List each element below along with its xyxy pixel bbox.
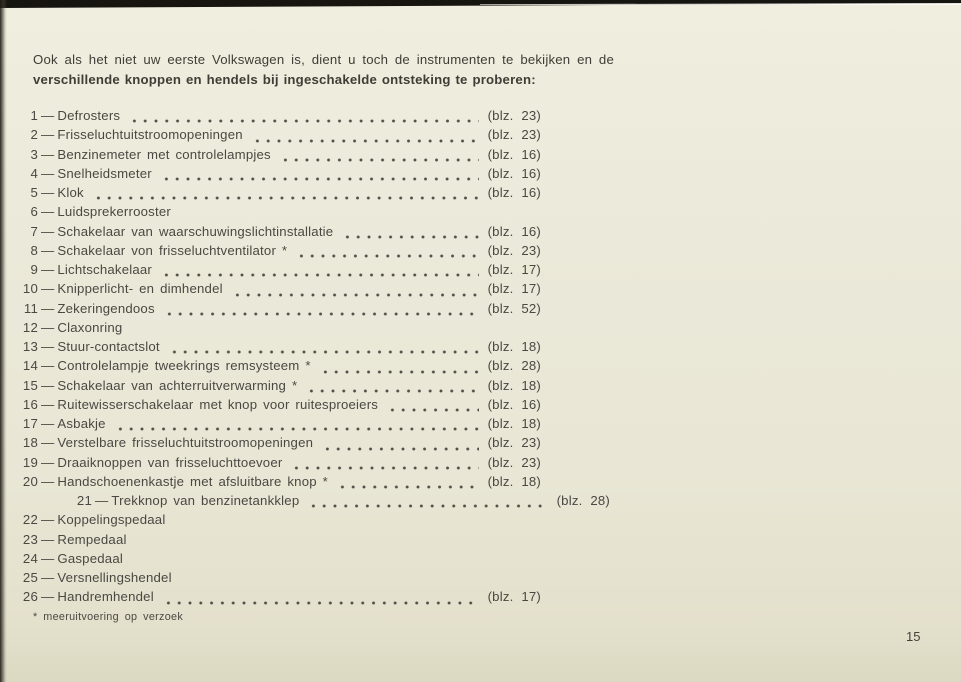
list-item [21,127,541,146]
item-number: 2 [30,127,38,143]
item-number: 19 [22,454,38,470]
item-dash: — [41,589,55,605]
item-label: Zekeringendoos [57,300,155,316]
item-dash: — [41,570,55,585]
page-left-edge [0,0,7,682]
item-number: 9 [30,262,38,277]
list-item [21,224,541,243]
item-number: 11 [23,300,38,316]
item-dash: — [41,531,55,547]
item-label: Handremhendel [57,589,154,605]
item-number: 3 [30,146,38,162]
dot-leader [306,378,478,397]
item-number: 6 [30,204,38,220]
item-label: Benzinemeter met controlelampjes [57,146,271,162]
item-label: Handschoenenkastje met afsluitbare knop * [57,473,328,489]
item-page-ref: (blz. 16) [487,396,541,412]
item-page-ref: (blz. 18) [487,416,541,431]
item-page-ref: (blz. 18) [487,339,541,354]
dot-leader [232,281,479,300]
item-label: Defrosters [57,108,121,123]
dot-leader [280,147,479,166]
page-number: 15 [906,629,921,644]
item-label: Lichtschakelaar [57,262,153,277]
footnote: * meeruitvoering op verzoek [33,611,184,623]
item-number: 18 [22,435,38,451]
item-label: Koppelingspedaal [57,512,166,528]
list-item [21,243,541,262]
item-dash: — [41,377,55,393]
item-number: 5 [30,185,38,200]
instrument-list [21,108,610,609]
item-number: 24 [22,550,38,566]
item-label: Draaiknoppen van frisseluchttoevoer [57,454,283,470]
item-page-ref: (blz. 16) [487,165,541,181]
item-label: Frisseluchtuitstroomopeningen [57,127,243,143]
dot-leader [164,301,479,320]
item-label: Rempedaal [57,531,127,547]
item-dash: — [95,493,109,508]
item-page-ref: (blz. 23) [487,435,541,451]
list-item [21,551,541,570]
item-number: 16 [22,396,38,412]
item-label: Stuur-contactslot [57,339,160,354]
dot-leader [387,397,478,416]
dot-leader [252,127,479,146]
item-dash: — [41,108,55,123]
item-label: Schakelaar von frisseluchtventilator * [57,242,288,258]
list-item [21,147,541,166]
item-number: 13 [22,339,38,354]
item-page-ref: (blz. 23) [487,108,541,123]
item-page-ref: (blz. 52) [487,300,541,316]
item-number: 12 [22,319,38,335]
item-page-ref: (blz. 18) [487,377,541,393]
dot-leader [322,435,478,454]
dot-leader [337,474,479,493]
item-number: 14 [22,358,38,374]
item-dash: — [41,223,55,239]
list-item [21,532,541,551]
dot-leader [342,224,478,243]
item-dash: — [41,185,55,200]
item-number: 26 [22,589,38,605]
item-dash: — [41,165,55,181]
list-item [21,320,541,339]
list-item [21,416,541,435]
item-dash: — [41,127,55,143]
item-dash: — [41,416,55,431]
item-label: Knipperlicht- en dimhendel [57,281,223,297]
list-item [21,455,541,474]
item-dash: — [41,512,55,528]
list-item [21,435,541,454]
item-dash: — [41,396,55,412]
list-item [21,185,541,204]
item-number: 1 [30,108,38,123]
item-label: Controlelampje tweekrings remsysteem * [57,358,311,374]
dot-leader [129,108,478,127]
list-item [21,204,541,223]
item-page-ref: (blz. 17) [487,281,541,297]
list-item [21,281,541,300]
item-label: Klok [57,185,84,200]
item-dash: — [41,281,55,297]
item-number: 21 [76,493,92,508]
dot-leader [320,358,479,377]
item-number: 17 [22,416,38,431]
dot-leader [169,339,479,358]
item-dash: — [41,300,55,316]
list-item [75,493,610,512]
list-item [21,262,541,281]
item-dash: — [41,339,55,354]
item-dash: — [41,454,55,470]
item-number: 20 [22,473,38,489]
item-label: Asbakje [57,416,106,431]
item-number: 22 [22,512,38,528]
item-page-ref: (blz. 17) [487,589,541,605]
item-label: Luidsprekerrooster [57,204,171,220]
item-dash: — [41,435,55,451]
dot-leader [161,262,479,281]
item-page-ref: (blz. 28) [556,493,610,508]
item-label: Snelheidsmeter [57,165,152,181]
item-dash: — [41,473,55,489]
item-number: 10 [22,281,38,297]
item-number: 15 [22,377,38,393]
item-label: Trekknop van benzinetankklep [111,493,300,508]
item-dash: — [41,204,55,220]
item-page-ref: (blz. 23) [487,454,541,470]
list-item [21,108,541,127]
item-number: 25 [22,570,38,585]
list-item [21,589,541,608]
dot-leader [308,493,547,512]
list-item [21,339,541,358]
item-dash: — [41,319,55,335]
intro-line-2: verschillende knoppen en hendels bij ingeschakelde ontsteking te proberen: [33,71,536,87]
list-item [21,358,541,377]
dot-leader [291,455,478,474]
item-page-ref: (blz. 23) [487,127,541,143]
item-page-ref: (blz. 16) [487,223,541,239]
list-item [21,474,541,493]
item-dash: — [41,146,55,162]
list-item [21,301,541,320]
intro-paragraph [33,50,614,89]
item-dash: — [41,242,55,258]
item-page-ref: (blz. 23) [487,242,541,258]
item-label: Gaspedaal [57,550,123,566]
list-item [21,570,541,589]
item-label: Versnellingshendel [57,570,172,585]
dot-leader [296,243,478,262]
item-number: 8 [30,242,38,258]
intro-line-1: Ook als het niet uw eerste Volkswagen is, dient u toch de instrumenten te bekijken en de [33,52,614,67]
item-label: Schakelaar van achterruitverwarming * [57,377,298,393]
dot-leader [163,589,479,608]
item-number: 23 [22,531,38,547]
item-page-ref: (blz. 16) [487,185,541,200]
dot-leader [115,416,479,435]
item-label: Claxonring [57,319,123,335]
item-page-ref: (blz. 18) [487,473,541,489]
item-page-ref: (blz. 16) [487,146,541,162]
list-item [21,397,541,416]
item-dash: — [41,550,55,566]
item-label: Verstelbare frisseluchtuitstroomopeningen [57,435,314,451]
item-page-ref: (blz. 28) [487,358,541,374]
list-item [21,512,541,531]
item-dash: — [41,262,55,277]
item-label: Schakelaar van waarschuwingslichtinstallatie [57,223,334,239]
item-page-ref: (blz. 17) [487,262,541,277]
item-number: 4 [30,165,38,181]
item-dash: — [41,358,55,374]
dot-leader [93,185,479,204]
item-label: Ruitewisserschakelaar met knop voor ruitesproeiers [57,396,379,412]
list-item [21,378,541,397]
list-item [21,166,541,185]
dot-leader [161,166,479,185]
item-number: 7 [30,223,38,239]
